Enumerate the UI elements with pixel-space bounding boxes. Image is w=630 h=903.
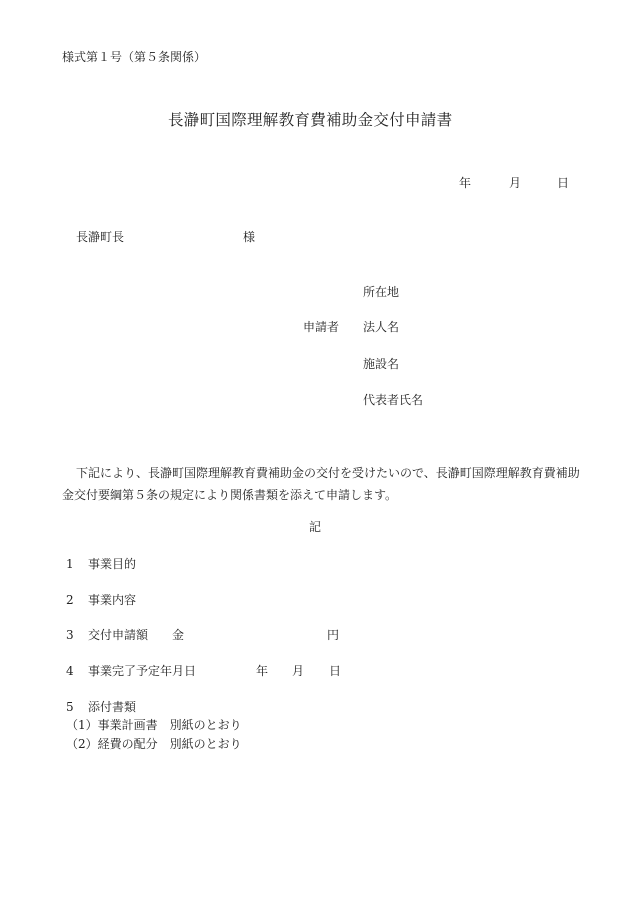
amount-yen-label: 円: [327, 628, 340, 642]
item-completion-date: [66, 664, 196, 680]
document-title: 長瀞町国際理解教育費補助金交付申請書: [168, 111, 453, 129]
item-number: 3: [66, 628, 74, 642]
item-number: 1: [66, 557, 74, 571]
applicant-field-corporation: 法人名: [363, 320, 400, 334]
item-amount: [66, 628, 148, 644]
ki-heading: 記: [309, 520, 322, 534]
item-attachments: [66, 700, 136, 716]
completion-year-label: 年: [256, 664, 269, 678]
attachment-line: （2）経費の配分 別紙のとおり: [66, 737, 242, 751]
applicant-field-address: 所在地: [363, 285, 400, 299]
completion-day-label: 日: [329, 664, 342, 678]
item-label: 事業目的: [88, 557, 137, 571]
item-number: 2: [66, 593, 74, 607]
date-month-label: 月: [509, 176, 522, 190]
item-content: [66, 593, 136, 609]
item-label: 添付書類: [88, 700, 137, 714]
date-year-label: 年: [459, 176, 472, 190]
completion-month-label: 月: [292, 664, 305, 678]
application-body-text: 下記により、長瀞町国際理解教育費補助金の交付を受けたいので、長瀞町国際理解教育費補助金交付要綱第５条の規定により関係書類を添えて申請します。: [62, 466, 580, 502]
attachment-line: （1）事業計画書 別紙のとおり: [66, 718, 242, 732]
item-number: 5: [66, 700, 74, 714]
addressee-honorific: 様: [243, 230, 256, 244]
item-label: 事業内容: [88, 593, 137, 607]
item-purpose: [66, 557, 136, 573]
amount-kin-label: 金: [172, 628, 185, 642]
applicant-label: 申請者: [303, 320, 340, 334]
applicant-field-representative: 代表者氏名: [363, 393, 424, 407]
date-day-label: 日: [557, 176, 570, 190]
form-number-label: 様式第１号（第５条関係）: [62, 50, 207, 64]
applicant-field-facility: 施設名: [363, 357, 400, 371]
item-number: 4: [66, 664, 74, 678]
item-label: 交付申請額: [88, 628, 149, 642]
item-label: 事業完了予定年月日: [88, 664, 197, 678]
addressee-name: 長瀞町長: [76, 230, 125, 244]
